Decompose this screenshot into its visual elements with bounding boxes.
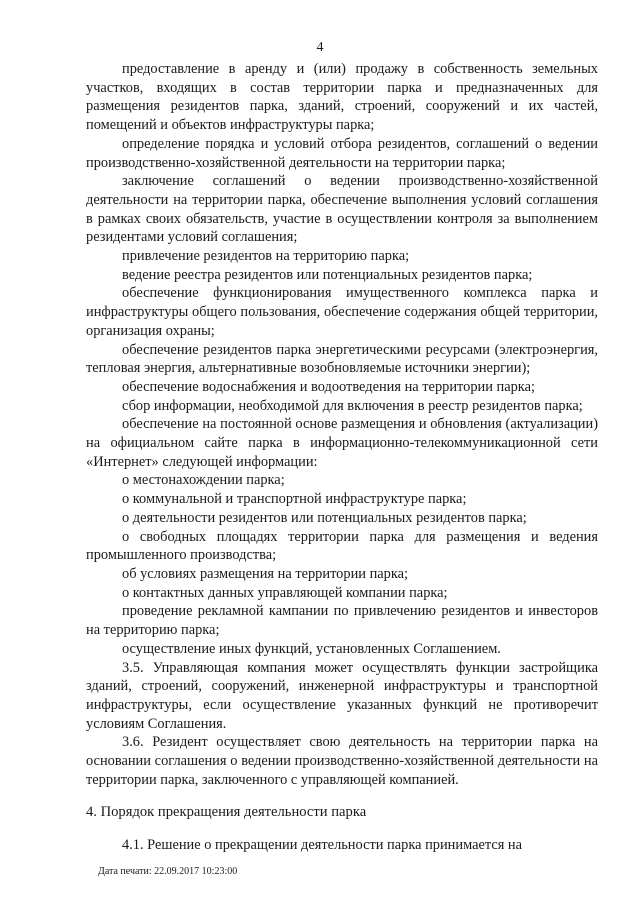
paragraph: обеспечение водоснабжения и водоотведения на территории парка;	[122, 378, 535, 395]
print-date: Дата печати: 22.09.2017 10:23:00	[98, 866, 238, 877]
paragraph: об условиях размещения на территории парка;	[122, 565, 409, 582]
paragraph: предоставление в аренду и (или) продажу в собственность земельных участков, входящих в состав территории парка и предназначенных для размещения резидентов парка, зданий, строений, сооружений и их частей, помещений и объектов инфраструктуры парка;	[86, 61, 598, 134]
paragraph: 3.5. Управляющая компания может осуществлять функции застройщика зданий, строений, сооружений, инженерной инфраструктуры и транспортной инфраструктуры, если осуществление указанных функций не противоречит условиям Соглашения.	[86, 659, 598, 732]
paragraph: привлечение резидентов на территорию парка;	[122, 248, 410, 265]
paragraph: проведение рекламной кампании по привлечению резидентов и инвесторов на территорию парка;	[86, 603, 598, 639]
paragraph: 3.6. Резидент осуществляет свою деятельность на территории парка на основании соглашения о ведении производственно-хозяйственной деятельности на территории парка, заключенного с управляющей компанией.	[86, 734, 598, 788]
paragraph: обеспечение на постоянной основе размещения и обновления (актуализации) на официальном сайте парка в информационно-телекоммуникационной сети «Интернет» следующей информации:	[86, 416, 598, 470]
paragraph: заключение соглашений о ведении производственно-хозяйственной деятельности на территории парка, обеспечение выполнения условий соглашения в рамках своих обязательств, участие в осуществлении контроля за выполнением резидентами условий соглашения;	[86, 173, 598, 246]
paragraph: обеспечение функционирования имущественного комплекса парка и инфраструктуры общего пользования, обеспечение содержания общей территории, организация охраны;	[86, 285, 598, 339]
page-number: 4	[316, 40, 324, 55]
paragraph: сбор информации, необходимой для включения в реестр резидентов парка;	[122, 397, 583, 414]
paragraph: ведение реестра резидентов или потенциальных резидентов парка;	[122, 266, 533, 283]
document-body	[86, 60, 598, 855]
paragraph: обеспечение резидентов парка энергетическими ресурсами (электроэнергия, тепловая энергия, альтернативные возобновляемые источники энергии);	[86, 341, 598, 377]
paragraph: осуществление иных функций, установленных Соглашением.	[122, 640, 501, 657]
paragraph: о местонахождении парка;	[122, 472, 285, 489]
paragraph: о свободных площадях территории парка для размещения и ведения промышленного производства;	[86, 528, 598, 564]
paragraph: о деятельности резидентов или потенциальных резидентов парка;	[122, 509, 527, 526]
paragraph: 4.1. Решение о прекращении деятельности парка принимается на	[122, 837, 523, 854]
paragraph: о контактных данных управляющей компании парка;	[122, 584, 448, 601]
paragraph: о коммунальной и транспортной инфраструктуре парка;	[122, 491, 467, 508]
paragraph: определение порядка и условий отбора резидентов, соглашений о ведении производственно-хозяйственной деятельности на территории парка;	[86, 135, 598, 171]
section-heading: 4. Порядок прекращения деятельности парка	[86, 804, 367, 821]
